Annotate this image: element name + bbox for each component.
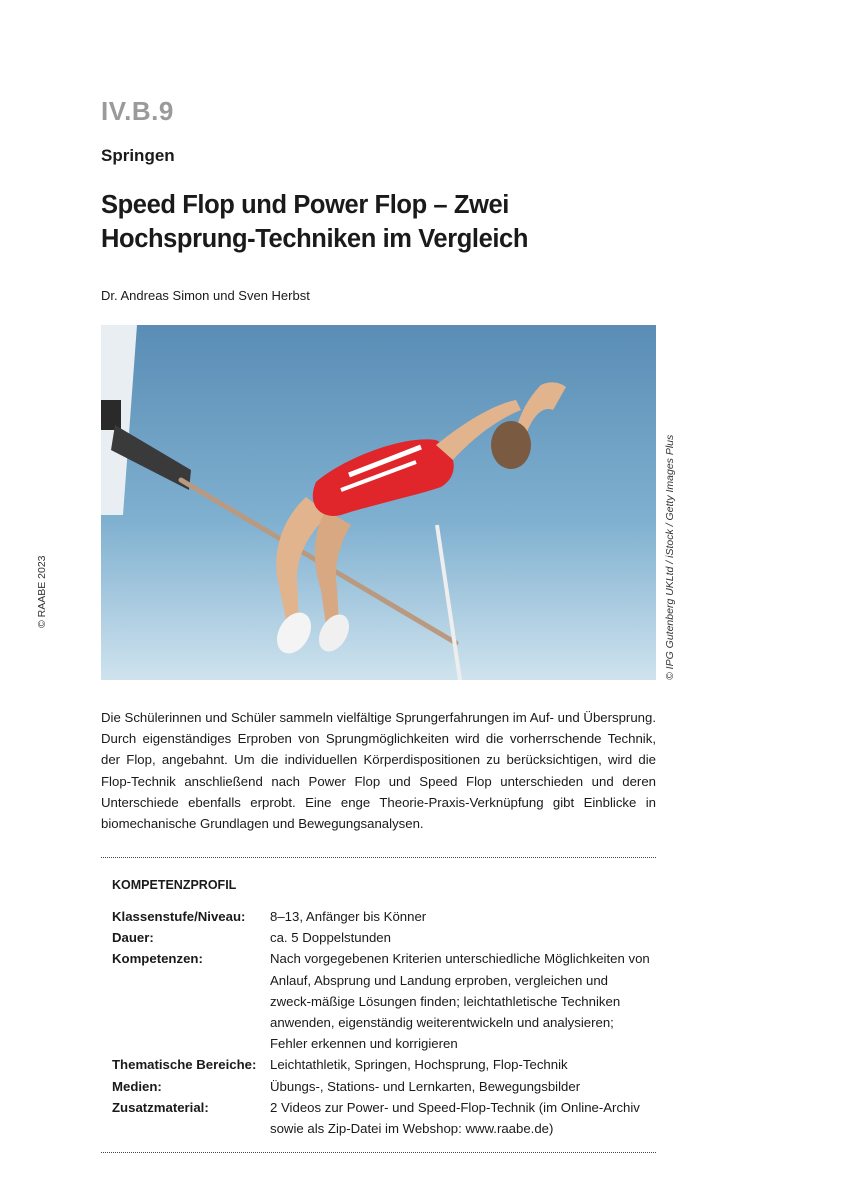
section-code: IV.B.9 — [101, 96, 174, 126]
profile-label: Medien: — [112, 1078, 162, 1094]
profile-heading: KOMPETENZPROFIL — [112, 878, 237, 892]
profile-label: Klassenstufe/Niveau: — [112, 909, 246, 924]
divider-bottom — [101, 1152, 656, 1153]
profile-row-duration — [112, 927, 652, 948]
profile-value: Leichtathletik, Springen, Hochsprung, Flop-Technik — [270, 1057, 568, 1073]
profile-value: ca. 5 Doppelstunden — [270, 930, 391, 946]
profile-label: Dauer: — [112, 930, 154, 946]
photo-credit: © IPG Gutenberg UKLtd / iStock / Getty Images Plus — [664, 434, 676, 680]
intro-paragraph: Die Schülerinnen und Schüler sammeln vielfältige Sprungerfahrungen im Auf- und Übersprung. Durch eigenständiges Erproben von Sprungmöglichkeiten wird die vorherrschende Technik, der Flop, angebahnt. Um die individuellen Körperdispositionen zu berücksichtigen, wird die Flop-Technik anschließend nach Power Flop und Speed Flop unterschieden und deren Unterschiede ebenfalls erprobt. Eine enge Theorie-Praxis-Verknüpfung gibt Einblicke in biomechanische Grundlagen und Bewegungsanalysen. — [101, 710, 656, 832]
page-title: Speed Flop und Power Flop – Zwei Hochsprung-Techniken im Vergleich — [101, 191, 528, 253]
profile-row-extra-material — [112, 1097, 652, 1139]
profile-row-competences — [112, 948, 652, 1054]
profile-row-level — [112, 906, 652, 927]
copyright-notice: © RAABE 2023 — [36, 555, 48, 628]
profile-row-topics — [112, 1054, 652, 1075]
profile-value: Nach vorgegebenen Kriterien unterschiedliche Möglichkeiten von Anlauf, Absprung und Landung erproben, vergleichen und zweck-mäßige Lösungen finden; leichtathletische Techniken anwenden, eigenständig weiterentwickeln und analysieren; Fehler erkennen und korrigieren — [270, 951, 650, 1052]
profile-value: Übungs-, Stations- und Lernkarten, Bewegungsbilder — [270, 1078, 581, 1094]
profile-value: 8–13, Anfänger bis Könner — [270, 909, 427, 924]
profile-label: Kompetenzen: — [112, 951, 203, 967]
competence-profile — [112, 906, 652, 1139]
divider-top — [101, 857, 656, 858]
profile-value: 2 Videos zur Power- und Speed-Flop-Technik (im Online-Archiv sowie als Zip-Datei im Webshop: www.raabe.de) — [270, 1099, 640, 1137]
category-label: Springen — [101, 146, 175, 165]
high-jump-photo — [101, 325, 656, 680]
profile-row-media — [112, 1076, 652, 1097]
profile-label: Thematische Bereiche: — [112, 1057, 257, 1073]
authors: Dr. Andreas Simon und Sven Herbst — [101, 288, 310, 303]
profile-label: Zusatzmaterial: — [112, 1099, 209, 1115]
